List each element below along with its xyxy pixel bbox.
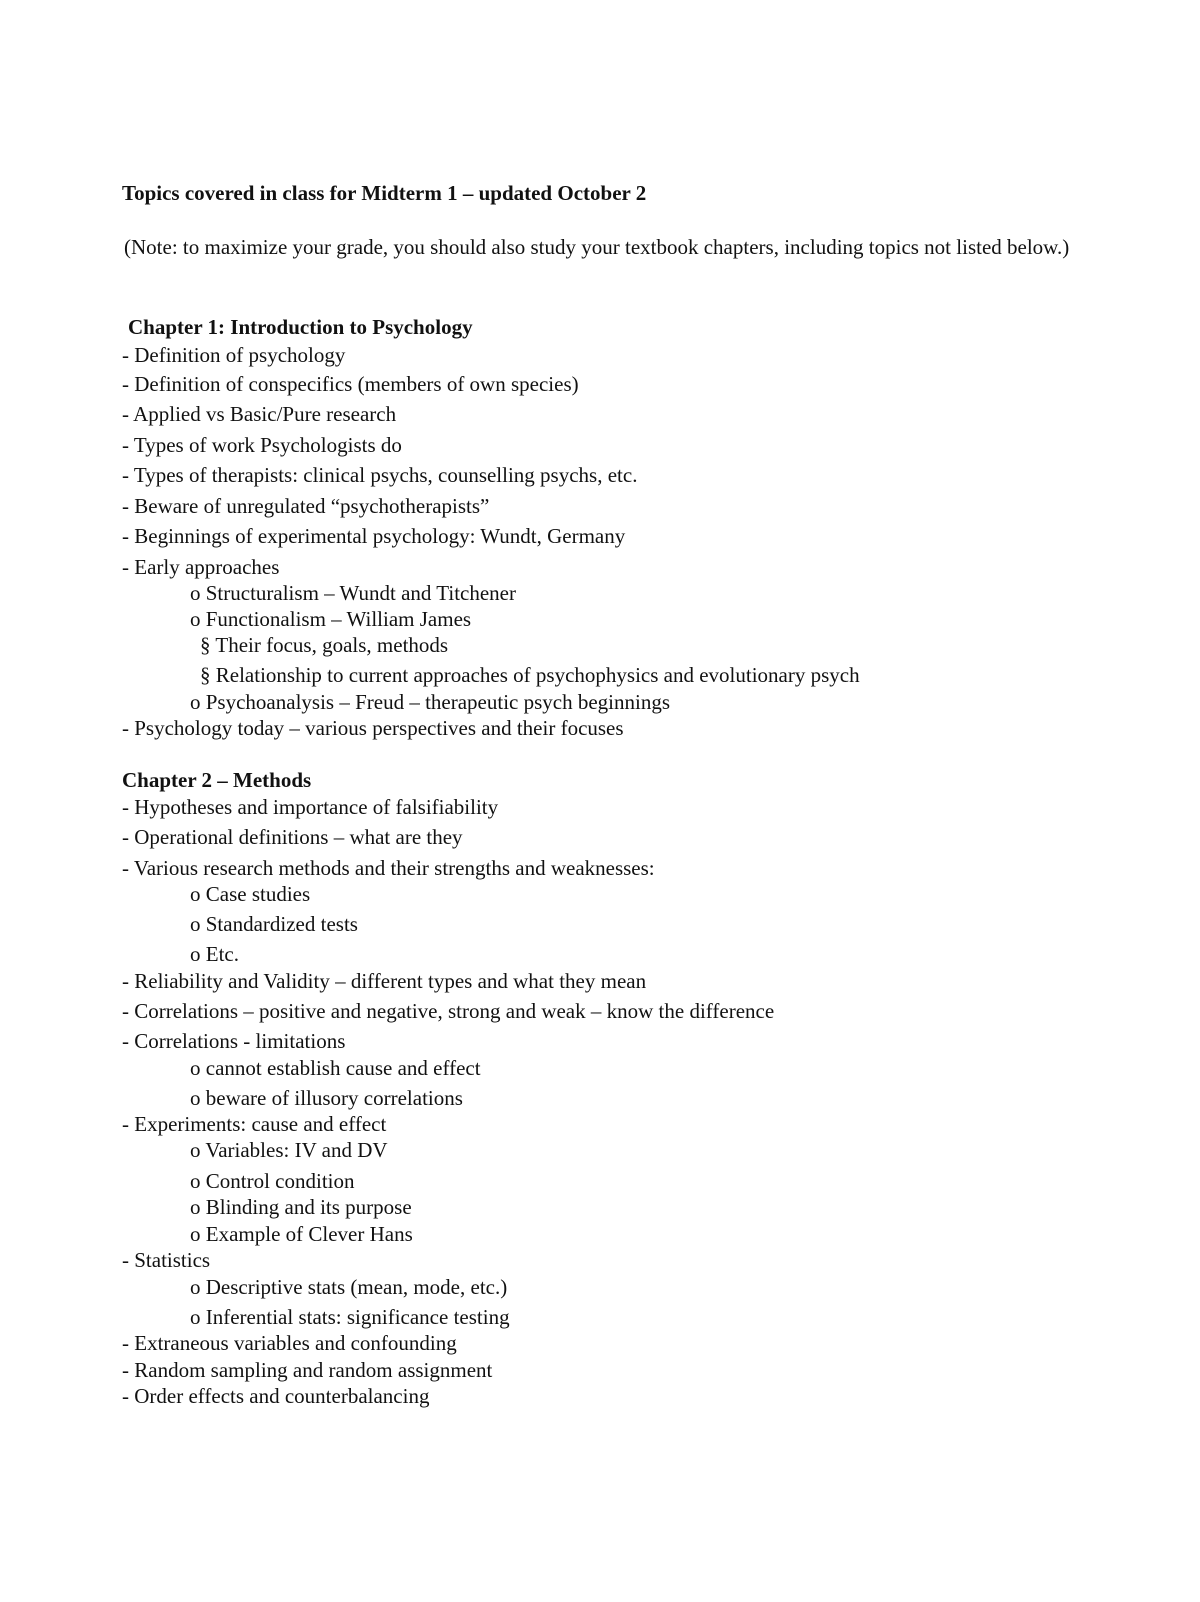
- sub-list-item: o Descriptive stats (mean, mode, etc.): [190, 1275, 508, 1299]
- list-item: - Order effects and counterbalancing: [122, 1384, 430, 1408]
- sub-list-item: o beware of illusory correlations: [190, 1086, 463, 1110]
- sub-list-item: o Standardized tests: [190, 912, 358, 936]
- sub-list-item: o Functionalism – William James: [190, 607, 472, 631]
- sub-list-item: o Case studies: [190, 882, 311, 906]
- sub-list-item: o Blinding and its purpose: [190, 1195, 412, 1219]
- list-item: - Random sampling and random assignment: [122, 1358, 493, 1382]
- sub-list-item: o Example of Clever Hans: [190, 1222, 413, 1246]
- list-item: - Operational definitions – what are they: [122, 825, 463, 849]
- list-item: - Early approaches: [122, 555, 280, 579]
- list-item: - Correlations – positive and negative, strong and weak – know the difference: [122, 999, 775, 1023]
- list-item: - Applied vs Basic/Pure research: [122, 402, 397, 426]
- sub-list-item: o cannot establish cause and effect: [190, 1056, 481, 1080]
- list-item: - Psychology today – various perspectives and their focuses: [122, 716, 624, 740]
- list-item: - Types of work Psychologists do: [122, 433, 402, 457]
- list-item: - Correlations - limitations: [122, 1029, 346, 1053]
- list-item: - Extraneous variables and confounding: [122, 1331, 457, 1355]
- sub-list-item: o Variables: IV and DV: [190, 1138, 388, 1162]
- list-item: - Various research methods and their strengths and weaknesses:: [122, 856, 655, 880]
- list-item: - Types of therapists: clinical psychs, counselling psychs, etc.: [122, 463, 638, 487]
- sub-list-item: o Control condition: [190, 1169, 355, 1193]
- list-item: - Experiments: cause and effect: [122, 1112, 387, 1136]
- chapter2-heading: Chapter 2 – Methods: [122, 768, 312, 792]
- sub-list-item: o Inferential stats: significance testing: [190, 1305, 510, 1329]
- document-title: Topics covered in class for Midterm 1 – updated October 2: [122, 181, 647, 205]
- list-item: - Beware of unregulated “psychotherapists”: [122, 494, 490, 518]
- list-item: - Definition of conspecifics (members of own species): [122, 372, 579, 396]
- sub-sub-list-item: § Relationship to current approaches of psychophysics and evolutionary psych: [200, 663, 860, 687]
- sub-list-item: o Structuralism – Wundt and Titchener: [190, 581, 516, 605]
- list-item: - Reliability and Validity – different types and what they mean: [122, 969, 647, 993]
- sub-list-item: o Etc.: [190, 942, 239, 966]
- list-item: - Statistics: [122, 1248, 211, 1272]
- list-item: - Definition of psychology: [122, 343, 346, 367]
- study-note: (Note: to maximize your grade, you should also study your textbook chapters, including topics not listed below.): [124, 235, 1070, 259]
- sub-list-item: o Psychoanalysis – Freud – therapeutic psych beginnings: [190, 690, 671, 714]
- chapter1-heading: Chapter 1: Introduction to Psychology: [128, 315, 473, 339]
- list-item: - Hypotheses and importance of falsifiability: [122, 795, 499, 819]
- sub-sub-list-item: § Their focus, goals, methods: [200, 633, 449, 657]
- list-item: - Beginnings of experimental psychology: Wundt, Germany: [122, 524, 626, 548]
